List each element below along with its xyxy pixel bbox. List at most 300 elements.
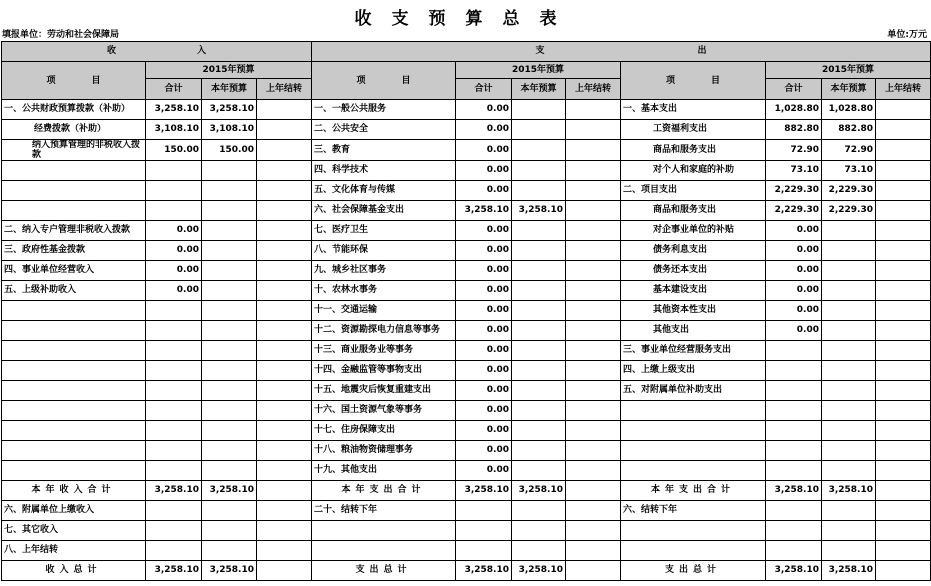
expense-this-year-cell	[512, 261, 566, 281]
expense2-this-year-cell: 3,258.10	[822, 481, 876, 501]
expense-this-year-cell	[512, 321, 566, 341]
expense2-item-cell: 商品和服务支出	[621, 201, 766, 221]
income-item-cell	[2, 401, 146, 421]
table-row	[2, 120, 931, 140]
expense2-carryover-cell	[876, 281, 931, 301]
expense-item-cell	[312, 521, 456, 541]
expense2-total-cell	[766, 521, 822, 541]
table-row	[2, 301, 931, 321]
table-row	[2, 541, 931, 561]
expense-this-year-cell: 3,258.10	[512, 201, 566, 221]
income-total-cell: 3,108.10	[146, 120, 202, 140]
table-row	[2, 201, 931, 221]
expense-item-cell: 四、科学技术	[312, 161, 456, 181]
expense2-this-year-cell	[822, 381, 876, 401]
income-carryover-cell	[257, 161, 312, 181]
expense-total-cell: 0.00	[456, 261, 512, 281]
income-total-cell: 0.00	[146, 281, 202, 301]
expense-item-header: 项 目	[312, 62, 456, 100]
expense-total-cell: 3,258.10	[456, 481, 512, 501]
income-item-cell	[2, 361, 146, 381]
expense2-this-year-cell: 1,028.80	[822, 100, 876, 120]
expense2-total-cell: 882.80	[766, 120, 822, 140]
expense-carryover-cell	[566, 461, 621, 481]
expense-total-cell: 0.00	[456, 401, 512, 421]
table-row	[2, 181, 931, 201]
income-carryover-cell	[257, 321, 312, 341]
expense-total-cell: 0.00	[456, 321, 512, 341]
income-item-cell	[2, 441, 146, 461]
expense2-item-cell: 二、项目支出	[621, 181, 766, 201]
income-carryover-cell	[257, 221, 312, 241]
table-row	[2, 501, 931, 521]
income-item-cell	[2, 381, 146, 401]
expense-total-cell: 0.00	[456, 421, 512, 441]
expense-item-cell	[312, 541, 456, 561]
expense-this-year-cell	[512, 521, 566, 541]
expense-item-cell: 二、公共安全	[312, 120, 456, 140]
expense-total-cell: 0.00	[456, 181, 512, 201]
expense-item-cell: 十二、资源勘探电力信息等事务	[312, 321, 456, 341]
table-row	[2, 140, 931, 161]
expense2-total-cell	[766, 421, 822, 441]
income-item-cell	[2, 461, 146, 481]
expense2-total-cell: 3,258.10	[766, 481, 822, 501]
income-carryover-cell	[257, 501, 312, 521]
income-this-year-cell	[202, 361, 257, 381]
income-item-cell: 二、纳入专户管理非税收入拨款	[2, 221, 146, 241]
expense2-this-year-cell	[822, 421, 876, 441]
expense-this-year-cell	[512, 421, 566, 441]
expense2-total-cell	[766, 361, 822, 381]
expense2-this-year-cell	[822, 301, 876, 321]
expense2-item-cell: 其他支出	[621, 321, 766, 341]
income-item-cell	[2, 301, 146, 321]
income-this-year-cell	[202, 161, 257, 181]
expense-item-cell: 十八、粮油物资储理事务	[312, 441, 456, 461]
income-total-cell	[146, 541, 202, 561]
expense-carryover-cell	[566, 441, 621, 461]
expense2-carryover-cell	[876, 261, 931, 281]
expense-this-year-cell	[512, 181, 566, 201]
expense2-total-cell: 73.10	[766, 161, 822, 181]
expense2-item-cell	[621, 541, 766, 561]
income-total-cell	[146, 361, 202, 381]
income-item-cell	[2, 201, 146, 221]
expense2-this-year-cell	[822, 281, 876, 301]
expense2-this-year-cell: 72.90	[822, 140, 876, 161]
expense2-this-year-cell	[822, 441, 876, 461]
report-title: 收支预算总表	[354, 9, 577, 29]
expense-this-year-cell	[512, 161, 566, 181]
income-this-year-cell	[202, 401, 257, 421]
reporting-unit: 填报单位：劳动和社会保障局	[2, 30, 120, 40]
expense-carryover-cell	[566, 521, 621, 541]
income-carryover-cell	[257, 201, 312, 221]
income-carryover-cell	[257, 341, 312, 361]
table-row	[2, 281, 931, 301]
expense-item-cell: 十九、其他支出	[312, 461, 456, 481]
table-row	[2, 241, 931, 261]
expense-this-year-cell: 3,258.10	[512, 481, 566, 501]
expense2-this-year-header: 本年预算	[822, 79, 876, 100]
income-total-cell: 3,258.10	[146, 561, 202, 581]
expense-item-cell: 十四、金融监管等事物支出	[312, 361, 456, 381]
expense2-carryover-cell	[876, 361, 931, 381]
column-header-row	[2, 62, 931, 79]
expense2-item-cell	[621, 461, 766, 481]
expense-carryover-cell	[566, 201, 621, 221]
expense2-total-cell	[766, 381, 822, 401]
income-total-cell	[146, 301, 202, 321]
expense2-item-cell: 五、对附属单位补助支出	[621, 381, 766, 401]
table-row	[2, 381, 931, 401]
expense2-this-year-cell: 3,258.10	[822, 561, 876, 581]
expense2-this-year-cell: 882.80	[822, 120, 876, 140]
currency-unit: 单位:万元	[887, 30, 927, 40]
expense-this-year-cell: 3,258.10	[512, 561, 566, 581]
expense-item-cell: 十六、国土资源气象等事务	[312, 401, 456, 421]
expense2-total-header: 合计	[766, 79, 822, 100]
expense-this-year-cell	[512, 441, 566, 461]
income-item-header: 项 目	[2, 62, 146, 100]
table-row	[2, 100, 931, 120]
expense2-carryover-cell	[876, 501, 931, 521]
expense2-total-cell: 1,028.80	[766, 100, 822, 120]
expense-carryover-header: 上年结转	[566, 79, 621, 100]
expense2-item-cell: 债务还本支出	[621, 261, 766, 281]
table-row	[2, 441, 931, 461]
expense-total-cell: 0.00	[456, 461, 512, 481]
income-this-year-cell	[202, 521, 257, 541]
summary-row	[2, 481, 931, 501]
expense-total-cell: 3,258.10	[456, 201, 512, 221]
expense-carryover-cell	[566, 241, 621, 261]
expense-section-header: 支 出	[312, 42, 931, 62]
income-total-cell	[146, 441, 202, 461]
expense-this-year-cell	[512, 301, 566, 321]
income-total-cell	[146, 401, 202, 421]
expense2-this-year-cell	[822, 521, 876, 541]
income-total-cell	[146, 381, 202, 401]
income-total-cell: 3,258.10	[146, 481, 202, 501]
income-item-cell	[2, 421, 146, 441]
expense-item-cell: 六、社会保障基金支出	[312, 201, 456, 221]
expense2-carryover-cell	[876, 421, 931, 441]
expense2-this-year-cell	[822, 401, 876, 421]
income-this-year-cell: 3,258.10	[202, 561, 257, 581]
income-total-cell: 0.00	[146, 261, 202, 281]
expense-total-cell: 0.00	[456, 100, 512, 120]
income-carryover-cell	[257, 261, 312, 281]
income-this-year-cell	[202, 461, 257, 481]
expense-total-cell: 0.00	[456, 140, 512, 161]
expense-carryover-cell	[566, 100, 621, 120]
expense2-item-cell: 基本建设支出	[621, 281, 766, 301]
expense2-total-cell: 0.00	[766, 241, 822, 261]
expense-this-year-cell	[512, 100, 566, 120]
expense-item-cell: 七、医疗卫生	[312, 221, 456, 241]
expense2-total-cell: 0.00	[766, 301, 822, 321]
income-item-cell: 纳入预算管理的非税收入拨款	[2, 140, 146, 161]
income-item-cell	[2, 181, 146, 201]
expense2-this-year-cell	[822, 361, 876, 381]
expense2-total-cell: 0.00	[766, 321, 822, 341]
expense2-total-cell	[766, 541, 822, 561]
expense-item-cell: 二十、结转下年	[312, 501, 456, 521]
expense2-carryover-cell	[876, 341, 931, 361]
income-section-header: 收 入	[2, 42, 312, 62]
expense-this-year-cell	[512, 401, 566, 421]
expense-total-header: 合计	[456, 79, 512, 100]
expense2-this-year-cell	[822, 321, 876, 341]
expense2-total-cell: 2,229.30	[766, 201, 822, 221]
income-this-year-cell	[202, 541, 257, 561]
expense-this-year-cell	[512, 221, 566, 241]
expense2-total-cell	[766, 341, 822, 361]
expense-item-cell: 三、教育	[312, 140, 456, 161]
expense-total-cell: 0.00	[456, 301, 512, 321]
expense2-this-year-cell	[822, 461, 876, 481]
income-item-cell: 八、上年结转	[2, 541, 146, 561]
income-total-cell	[146, 341, 202, 361]
expense2-this-year-cell: 2,229.30	[822, 181, 876, 201]
income-this-year-cell: 3,258.10	[202, 481, 257, 501]
income-this-year-cell	[202, 221, 257, 241]
expense-this-year-cell	[512, 361, 566, 381]
income-this-year-cell	[202, 201, 257, 221]
expense2-item-cell: 工资福利支出	[621, 120, 766, 140]
expense-total-cell: 0.00	[456, 161, 512, 181]
income-total-cell	[146, 181, 202, 201]
expense2-this-year-cell	[822, 221, 876, 241]
expense2-this-year-cell	[822, 541, 876, 561]
expense2-this-year-cell	[822, 501, 876, 521]
expense-total-cell: 0.00	[456, 120, 512, 140]
expense-total-cell: 0.00	[456, 341, 512, 361]
expense-total-cell: 0.00	[456, 221, 512, 241]
income-carryover-cell	[257, 181, 312, 201]
expense-item-cell: 十、农林水事务	[312, 281, 456, 301]
income-carryover-cell	[257, 461, 312, 481]
income-carryover-cell	[257, 140, 312, 161]
expense2-carryover-cell	[876, 221, 931, 241]
expense2-carryover-cell	[876, 241, 931, 261]
income-this-year-cell	[202, 301, 257, 321]
expense-carryover-cell	[566, 481, 621, 501]
income-this-year-cell	[202, 441, 257, 461]
expense-this-year-cell	[512, 341, 566, 361]
expense2-this-year-cell: 73.10	[822, 161, 876, 181]
expense-item-cell: 五、文化体育与传媒	[312, 181, 456, 201]
income-carryover-cell	[257, 361, 312, 381]
expense2-item-cell: 其他资本性支出	[621, 301, 766, 321]
expense-carryover-cell	[566, 221, 621, 241]
income-item-cell: 六、附属单位上缴收入	[2, 501, 146, 521]
expense2-item-cell: 商品和服务支出	[621, 140, 766, 161]
expense2-carryover-cell	[876, 481, 931, 501]
income-carryover-cell	[257, 561, 312, 581]
expense-carryover-cell	[566, 140, 621, 161]
expense-this-year-cell	[512, 241, 566, 261]
expense-total-cell: 0.00	[456, 281, 512, 301]
expense2-item-cell: 本年支出合计	[621, 481, 766, 501]
income-carryover-cell	[257, 401, 312, 421]
expense2-this-year-cell	[822, 341, 876, 361]
expense-this-year-header: 本年预算	[512, 79, 566, 100]
income-total-cell	[146, 161, 202, 181]
income-item-cell: 一、公共财政预算拨款（补助）	[2, 100, 146, 120]
expense2-this-year-cell: 2,229.30	[822, 201, 876, 221]
expense-total-cell: 0.00	[456, 361, 512, 381]
expense2-item-cell: 债务利息支出	[621, 241, 766, 261]
expense-total-cell: 0.00	[456, 241, 512, 261]
income-total-cell	[146, 461, 202, 481]
expense2-total-cell: 0.00	[766, 261, 822, 281]
expense-carryover-cell	[566, 561, 621, 581]
expense-total-cell	[456, 501, 512, 521]
income-carryover-cell	[257, 301, 312, 321]
expense-carryover-cell	[566, 541, 621, 561]
expense-this-year-cell	[512, 140, 566, 161]
expense2-this-year-cell	[822, 261, 876, 281]
income-carryover-cell	[257, 481, 312, 501]
expense-item-cell: 九、城乡社区事务	[312, 261, 456, 281]
expense2-total-cell	[766, 461, 822, 481]
income-total-cell	[146, 501, 202, 521]
table-row	[2, 461, 931, 481]
expense-total-cell: 0.00	[456, 381, 512, 401]
income-this-year-cell	[202, 261, 257, 281]
summary-row	[2, 561, 931, 581]
expense2-item-cell: 支出总计	[621, 561, 766, 581]
income-item-cell: 经费拨款（补助）	[2, 120, 146, 140]
expense-item-cell: 十七、住房保障支出	[312, 421, 456, 441]
expense-carryover-cell	[566, 181, 621, 201]
expense2-item-cell: 对企事业单位的补贴	[621, 221, 766, 241]
expense2-carryover-cell	[876, 561, 931, 581]
table-row	[2, 221, 931, 241]
expense2-item-cell: 四、上缴上级支出	[621, 361, 766, 381]
expense-carryover-cell	[566, 120, 621, 140]
expense-item-cell: 十五、地震灾后恢复重建支出	[312, 381, 456, 401]
income-item-cell: 本年收入合计	[2, 481, 146, 501]
income-item-cell: 四、事业单位经营收入	[2, 261, 146, 281]
expense2-item-header: 项 目	[621, 62, 766, 100]
expense-carryover-cell	[566, 161, 621, 181]
income-item-cell: 七、其它收入	[2, 521, 146, 541]
expense-item-cell: 十三、商业服务业等事务	[312, 341, 456, 361]
expense2-item-cell: 六、结转下年	[621, 501, 766, 521]
income-this-year-cell	[202, 181, 257, 201]
income-carryover-cell	[257, 281, 312, 301]
expense2-item-cell: 对个人和家庭的补助	[621, 161, 766, 181]
expense2-carryover-header: 上年结转	[876, 79, 931, 100]
expense2-carryover-cell	[876, 541, 931, 561]
expense2-item-cell	[621, 421, 766, 441]
expense2-carryover-cell	[876, 301, 931, 321]
expense2-this-year-cell	[822, 241, 876, 261]
expense-this-year-cell	[512, 501, 566, 521]
expense-item-cell: 八、节能环保	[312, 241, 456, 261]
section-header-row	[2, 42, 931, 62]
income-carryover-cell	[257, 541, 312, 561]
expense2-item-cell: 三、事业单位经营服务支出	[621, 341, 766, 361]
expense2-carryover-cell	[876, 441, 931, 461]
income-this-year-cell	[202, 281, 257, 301]
expense-total-cell	[456, 521, 512, 541]
expense-total-cell	[456, 541, 512, 561]
table-row	[2, 261, 931, 281]
expense2-budget-year-header: 2015年预算	[766, 62, 931, 79]
expense2-total-cell	[766, 501, 822, 521]
table-row	[2, 341, 931, 361]
table-row	[2, 361, 931, 381]
expense2-carryover-cell	[876, 401, 931, 421]
expense2-total-cell: 0.00	[766, 221, 822, 241]
expense2-total-cell: 0.00	[766, 281, 822, 301]
income-item-cell: 五、上级补助收入	[2, 281, 146, 301]
table-row	[2, 161, 931, 181]
income-item-cell	[2, 341, 146, 361]
expense-carryover-cell	[566, 361, 621, 381]
income-total-cell	[146, 421, 202, 441]
expense2-carryover-cell	[876, 100, 931, 120]
expense-item-cell: 支出总计	[312, 561, 456, 581]
income-carryover-cell	[257, 441, 312, 461]
income-carryover-cell	[257, 521, 312, 541]
expense2-carryover-cell	[876, 321, 931, 341]
expense-budget-year-header: 2015年预算	[456, 62, 621, 79]
expense-this-year-cell	[512, 120, 566, 140]
expense2-item-cell: 一、基本支出	[621, 100, 766, 120]
income-this-year-cell: 150.00	[202, 140, 257, 161]
budget-summary-table	[1, 41, 931, 581]
table-row	[2, 321, 931, 341]
expense2-carryover-cell	[876, 461, 931, 481]
expense2-total-cell: 3,258.10	[766, 561, 822, 581]
expense-carryover-cell	[566, 381, 621, 401]
income-this-year-cell	[202, 241, 257, 261]
income-carryover-cell	[257, 241, 312, 261]
expense-this-year-cell	[512, 281, 566, 301]
expense-item-cell: 本年支出合计	[312, 481, 456, 501]
expense2-total-cell: 72.90	[766, 140, 822, 161]
income-item-cell: 三、政府性基金拨款	[2, 241, 146, 261]
expense-this-year-cell	[512, 381, 566, 401]
expense-item-cell: 一、一般公共服务	[312, 100, 456, 120]
expense2-carryover-cell	[876, 161, 931, 181]
expense-carryover-cell	[566, 321, 621, 341]
table-row	[2, 521, 931, 541]
expense2-carryover-cell	[876, 381, 931, 401]
expense2-total-cell	[766, 441, 822, 461]
expense-carryover-cell	[566, 301, 621, 321]
expense2-total-cell	[766, 401, 822, 421]
income-carryover-cell	[257, 100, 312, 120]
expense2-carryover-cell	[876, 521, 931, 541]
income-item-cell: 收入总计	[2, 561, 146, 581]
income-total-cell	[146, 201, 202, 221]
expense-carryover-cell	[566, 501, 621, 521]
expense2-item-cell	[621, 401, 766, 421]
expense2-carryover-cell	[876, 201, 931, 221]
income-total-cell: 0.00	[146, 241, 202, 261]
expense-carryover-cell	[566, 341, 621, 361]
income-carryover-header: 上年结转	[257, 79, 312, 100]
income-this-year-header: 本年预算	[202, 79, 257, 100]
income-budget-year-header: 2015年预算	[146, 62, 312, 79]
